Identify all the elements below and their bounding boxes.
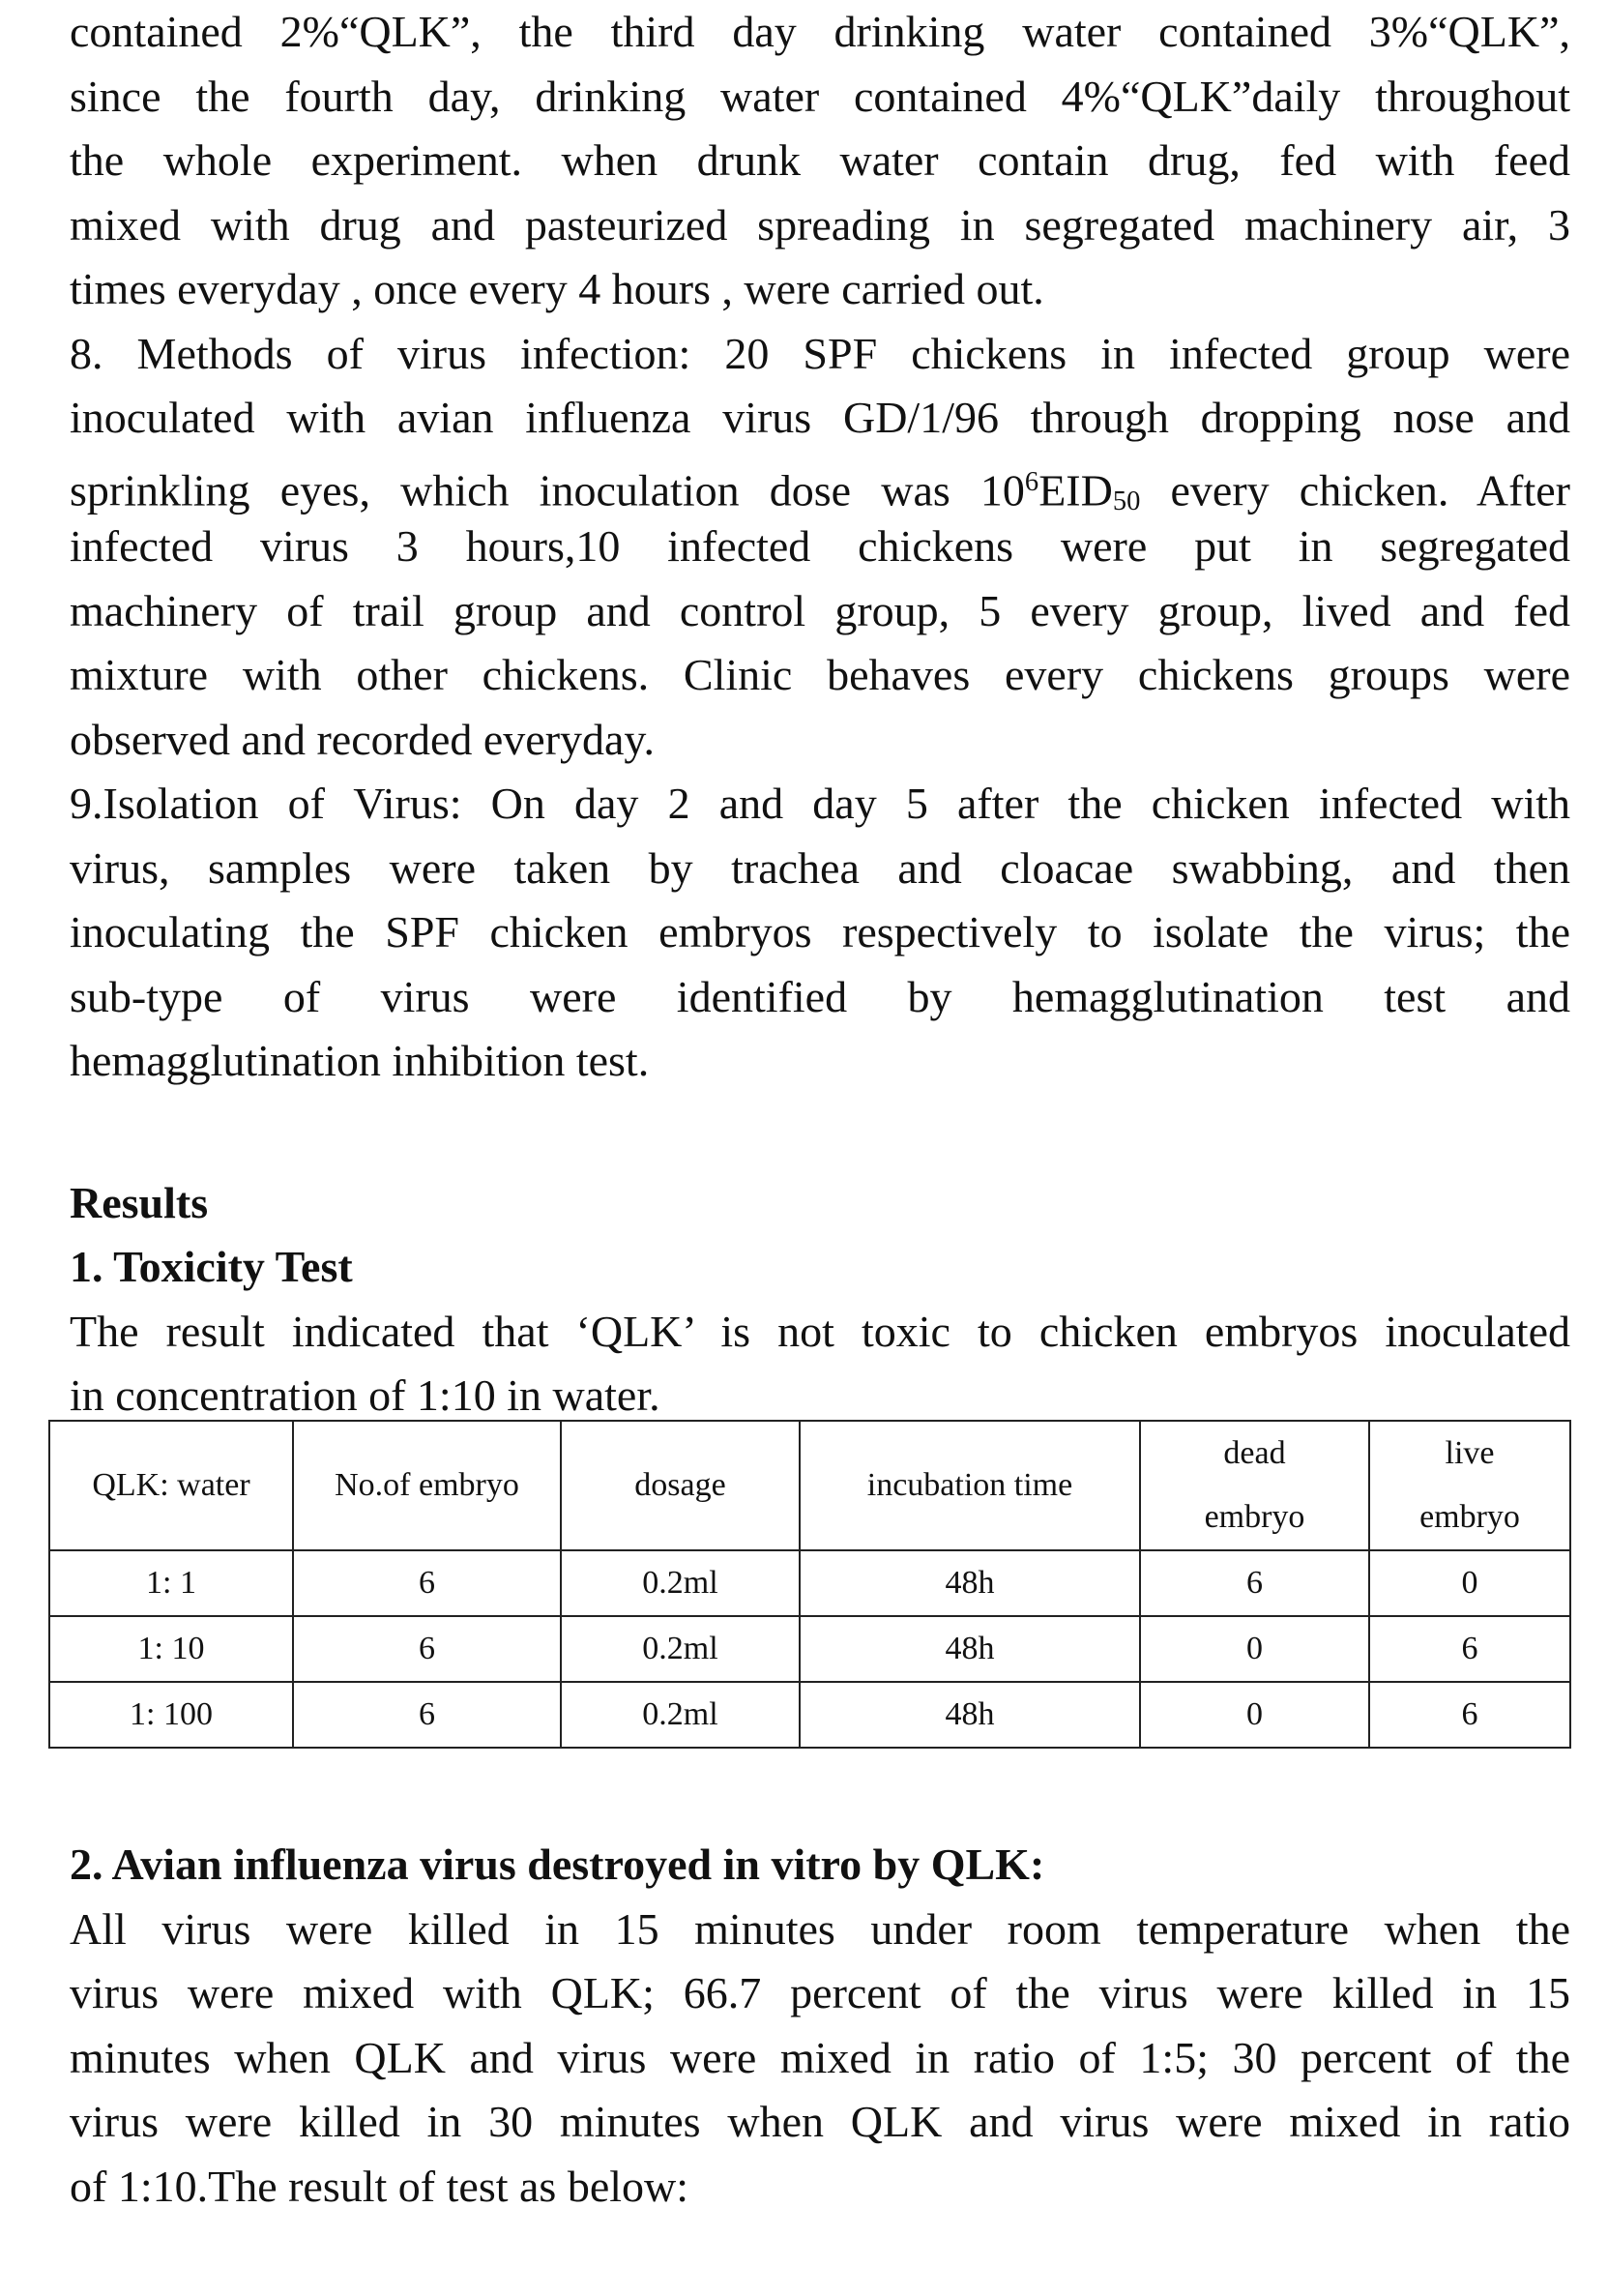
text-line: hemagglutination inhibition test. — [70, 1036, 650, 1085]
dead-header-line: dead — [1223, 1435, 1286, 1471]
table-cell: 6 — [293, 1616, 561, 1682]
table-cell: 0 — [1140, 1616, 1369, 1682]
text-line: of 1:10.The result of test as below: — [70, 2161, 689, 2211]
table-cell: 0.2ml — [561, 1682, 800, 1748]
table-cell: 1: 100 — [49, 1682, 293, 1748]
table-cell: 48h — [800, 1682, 1140, 1748]
table-row — [49, 1616, 1570, 1682]
text-line: contained 2%“QLK”, the third day drinking water contained 3%“QLK”, — [70, 7, 1570, 56]
table-cell: 48h — [800, 1550, 1140, 1616]
col-header-dosage: dosage — [561, 1421, 800, 1550]
methods-section — [70, 0, 1570, 1094]
table-cell: 1: 10 — [49, 1616, 293, 1682]
col-header-embryo-count: No.of embryo — [293, 1421, 561, 1550]
text-line: observed and recorded everyday. — [70, 714, 655, 764]
table-header-row — [49, 1421, 1570, 1550]
col-header-dead — [1140, 1421, 1369, 1550]
text-line: All virus were killed in 15 minutes under room temperature when the — [70, 1903, 1570, 1954]
table-cell: 0 — [1369, 1550, 1570, 1616]
dose-subscript: 50 — [1112, 486, 1141, 516]
table-cell: 6 — [1369, 1682, 1570, 1748]
text-line: machinery of trail group and control group, 5 every group, lived and fed — [70, 585, 1570, 635]
dose-tail: every chicken. After — [1140, 465, 1570, 515]
dose-text: sprinkling eyes, which inoculation dose was 10 — [70, 465, 1025, 515]
document-page — [70, 0, 1570, 1428]
text-line: in concentration of 1:10 in water. — [70, 1370, 660, 1420]
text-line: mixture with other chickens. Clinic behaves every chickens groups were — [70, 650, 1570, 699]
toxicity-heading: 1. Toxicity Test — [70, 1242, 353, 1291]
table-cell: 0.2ml — [561, 1550, 800, 1616]
text-line: mixed with drug and pasteurized spreading in segregated machinery air, 3 — [70, 199, 1570, 250]
text-line: times everyday , once every 4 hours , were carried out. — [70, 264, 1044, 313]
col-header-live — [1369, 1421, 1570, 1550]
text-line: 9.Isolation of Virus: On day 2 and day 5 after the chicken infected with — [70, 779, 1570, 828]
table-row — [49, 1682, 1570, 1748]
text-line: The result indicated that ‘QLK’ is not toxic to chicken embryos inoculated — [70, 1306, 1570, 1356]
text-line: virus were killed in 30 minutes when QLK and virus were mixed in ratio — [70, 2097, 1570, 2146]
table-cell: 1: 1 — [49, 1550, 293, 1616]
table-cell: 6 — [293, 1682, 561, 1748]
col-header-incubation: incubation time — [800, 1421, 1140, 1550]
table-cell: 0 — [1140, 1682, 1369, 1748]
dose-unit: EID — [1038, 465, 1113, 515]
toxicity-table — [48, 1420, 1571, 1749]
live-header-line: embryo — [1419, 1499, 1520, 1535]
results-section — [70, 1171, 1570, 1428]
table-cell: 6 — [1140, 1550, 1369, 1616]
table-cell: 6 — [1369, 1616, 1570, 1682]
text-line: since the fourth day, drinking water contained 4%“QLK”daily throughout — [70, 71, 1570, 121]
text-line: minutes when QLK and virus were mixed in ratio of 1:5; 30 percent of the — [70, 2032, 1570, 2082]
live-header-line: live — [1445, 1435, 1495, 1471]
dose-line — [70, 451, 1570, 515]
col-header-ratio: QLK: water — [49, 1421, 293, 1550]
text-line: virus, samples were taken by trachea and cloacae swabbing, and then — [70, 842, 1570, 893]
text-line: infected virus 3 hours,10 infected chickens were put in segregated — [70, 521, 1570, 571]
dose-exponent: 6 — [1024, 466, 1039, 497]
text-line: sub-type of virus were identified by hemagglutination test and — [70, 971, 1570, 1021]
table-row — [49, 1550, 1570, 1616]
avian-heading: 2. Avian influenza virus destroyed in vitro by QLK: — [70, 1840, 1045, 1889]
table-cell: 6 — [293, 1550, 561, 1616]
avian-section — [70, 1833, 1570, 2219]
dead-header-line: embryo — [1204, 1499, 1305, 1535]
table-cell: 48h — [800, 1616, 1140, 1682]
text-line: 8. Methods of virus infection: 20 SPF chickens in infected group were — [70, 328, 1570, 378]
text-line: the whole experiment. when drunk water contain drug, fed with feed — [70, 135, 1570, 185]
text-line: inoculating the SPF chicken embryos respectively to isolate the virus; the — [70, 907, 1570, 957]
text-line: virus were mixed with QLK; 66.7 percent of the virus were killed in 15 — [70, 1968, 1570, 2017]
text-line: inoculated with avian influenza virus GD/1/96 through dropping nose and — [70, 393, 1570, 442]
results-heading: Results — [70, 1177, 209, 1227]
table-cell: 0.2ml — [561, 1616, 800, 1682]
